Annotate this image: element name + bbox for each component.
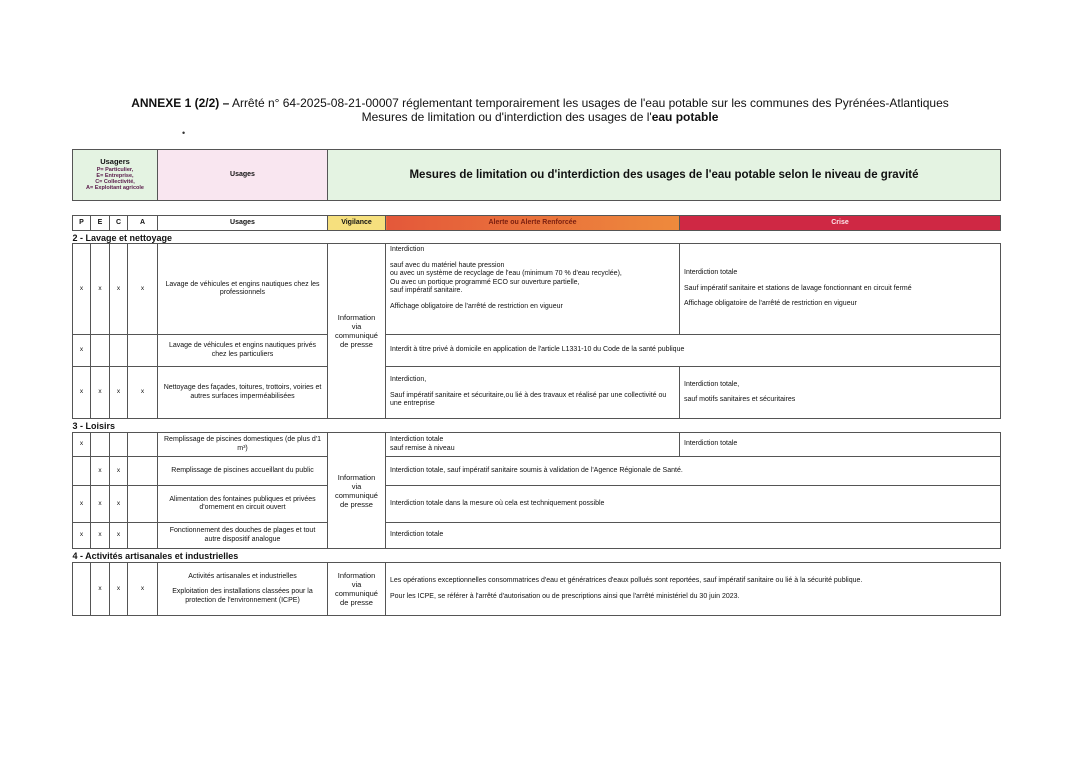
mark-p: x (73, 367, 91, 419)
mark-e: x (91, 367, 110, 419)
col-crise: Crise (680, 216, 1001, 231)
vigilance-cell: Information via communiqué de presse (328, 563, 386, 616)
mark-p: x (73, 335, 91, 367)
mesure-cell: Les opérations exceptionnelles consommatrices d'eau et génératrices d'eaux pollués sont reportées, sauf impératif sanitaire ou lié à la sécurité publique. Pour les ICPE, se référer à l'arrêté d'autorisation ou de prescriptions ainsi que l'arrêté ministériel du 30 juin 2023. (386, 563, 1001, 616)
usage-cell: Fonctionnement des douches de plages et tout autre dispositif analogue (158, 523, 328, 549)
mark-p: x (73, 244, 91, 335)
usage-cell: Activités artisanales et industrielles Exploitation des installations classées pour la protection de l'environnement (ICPE) (158, 563, 328, 616)
alerte-cell: Interdiction, Sauf impératif sanitaire et sécuritaire,ou lié à des travaux et réalisé par une collectivité ou une entreprise (386, 367, 680, 419)
usage-cell: Remplissage de piscines domestiques (de plus d'1 m³) (158, 433, 328, 457)
mark-e: x (91, 244, 110, 335)
mark-p: x (73, 486, 91, 523)
vigilance-cell: Information via communiqué de presse (328, 244, 386, 419)
mesure-cell: Interdit à titre privé à domicile en application de l'article L1331-10 du Code de la santé publique (386, 335, 1001, 367)
mark-c: x (110, 523, 128, 549)
mark-c: x (110, 486, 128, 523)
mesure-cell: Interdiction totale, sauf impératif sanitaire soumis à validation de l'Agence Régionale de Santé. (386, 457, 1001, 486)
usage-cell: Lavage de véhicules et engins nautiques privés chez les particuliers (158, 335, 328, 367)
table-row (73, 244, 1001, 335)
document-title (0, 96, 1080, 124)
mark-e: x (91, 486, 110, 523)
col-vigilance: Vigilance (328, 216, 386, 231)
alerte-cell: Interdiction totale sauf remise à niveau (386, 433, 680, 457)
col-e: E (91, 216, 110, 231)
table-row (73, 457, 1001, 486)
stray-dot: • (182, 128, 186, 138)
table-row (73, 486, 1001, 523)
measures-table (72, 215, 1001, 616)
mark-a: x (128, 563, 158, 616)
usage-cell: Lavage de véhicules et engins nautiques chez les professionnels (158, 244, 328, 335)
usages-header: Usages (158, 150, 328, 201)
mark-a: x (128, 244, 158, 335)
section-lavage: 2 - Lavage et nettoyage (72, 232, 173, 243)
mesure-cell: Interdiction totale (386, 523, 1001, 549)
mark-e: x (91, 523, 110, 549)
crise-cell: Interdiction totale, sauf motifs sanitaires et sécuritaires (680, 367, 1001, 419)
crise-cell: Interdiction totale Sauf impératif sanitaire et stations de lavage fonctionnant en circuit fermé Affichage obligatoire de l'arrêté de restriction en vigueur (680, 244, 1001, 335)
mark-e: x (91, 563, 110, 616)
vigilance-cell: Information via communiqué de presse (328, 433, 386, 549)
table-row (73, 563, 1001, 616)
mark-c: x (110, 563, 128, 616)
mark-e: x (91, 457, 110, 486)
col-usages: Usages (158, 216, 328, 231)
title-line-2: Mesures de limitation ou d'interdiction des usages de l'eau potable (361, 110, 719, 124)
mark-c: x (110, 367, 128, 419)
table-row (73, 523, 1001, 549)
table-row (73, 433, 1001, 457)
usage-cell: Nettoyage des façades, toitures, trottoirs, voiries et autres surfaces imperméabilisées (158, 367, 328, 419)
section-activites: 4 - Activités artisanales et industrielles (72, 551, 239, 561)
mesure-cell: Interdiction totale dans la mesure où cela est techniquement possible (386, 486, 1001, 523)
col-c: C (110, 216, 128, 231)
table-row (73, 335, 1001, 367)
usagers-cell: Usagers P= Particulier, E= Entreprise, C= Collectivité, A= Exploitant agricole (73, 150, 158, 201)
crise-cell: Interdiction totale (680, 433, 1001, 457)
usage-cell: Alimentation des fontaines publiques et privées d'ornement en circuit ouvert (158, 486, 328, 523)
mark-c: x (110, 457, 128, 486)
table-row (73, 367, 1001, 419)
title-line-1: ANNEXE 1 (2/2) – Arrêté n° 64-2025-08-21-00007 réglementant temporairement les usages de l'eau potable sur les communes des Pyrénées-Atlantiques (131, 96, 949, 110)
mark-a: x (128, 367, 158, 419)
col-a: A (128, 216, 158, 231)
usage-cell: Remplissage de piscines accueillant du public (158, 457, 328, 486)
col-p: P (73, 216, 91, 231)
main-heading: Mesures de limitation ou d'interdiction des usages de l'eau potable selon le niveau de gravité (328, 150, 1001, 201)
mark-p: x (73, 433, 91, 457)
header-table (72, 149, 1001, 201)
section-loisirs: 3 - Loisirs (72, 421, 116, 431)
col-alerte: Alerte ou Alerte Renforcée (386, 216, 680, 231)
mark-c: x (110, 244, 128, 335)
alerte-cell: Interdiction sauf avec du matériel haute pression ou avec un système de recyclage de l'eau (minimum 70 % d'eau recyclée), Ou avec un portique programmé ECO sur ouverture partielle, sauf impératif sanitaire. Affichage obligatoire de l'arrêté de restriction en vigueur (386, 244, 680, 335)
mark-p: x (73, 523, 91, 549)
